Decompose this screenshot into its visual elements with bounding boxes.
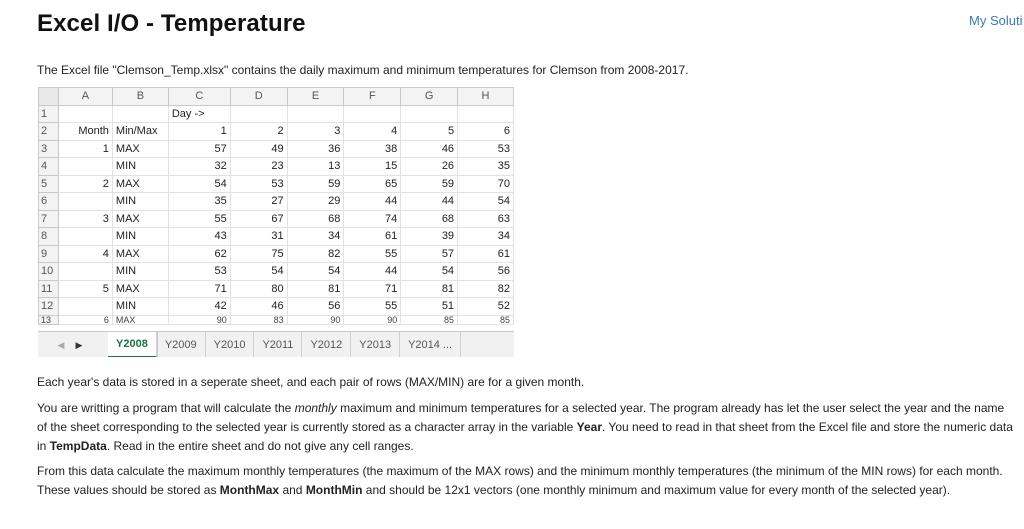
table-cell[interactable]: 53 — [230, 175, 287, 193]
table-cell[interactable]: 80 — [230, 280, 287, 298]
paragraph-output-description — [37, 462, 1013, 500]
intro-text: The Excel file "Clemson_Temp.xlsx" contains the daily maximum and minimum temperatures for Clemson from 2008-2017. — [37, 63, 689, 77]
table-cell[interactable]: 42 — [168, 298, 230, 316]
table-cell[interactable]: 52 — [458, 298, 514, 316]
text-segment: Each year's data is stored in a seperate sheet, and each pair of rows (MAX/MIN) are for a given month. — [37, 375, 585, 389]
table-row — [39, 280, 514, 298]
table-cell[interactable]: 90 — [168, 315, 230, 324]
table-cell[interactable]: Day -> — [168, 105, 230, 123]
table-row — [39, 193, 514, 211]
table-cell[interactable]: 53 — [168, 263, 230, 281]
table-cell[interactable] — [58, 228, 112, 246]
table-cell[interactable]: MAX — [112, 140, 168, 158]
sheet-tab-y2011[interactable]: Y2011 — [254, 332, 302, 357]
table-cell[interactable]: 85 — [458, 315, 514, 324]
table-row — [39, 105, 514, 123]
text-segment: From this data calculate the maximum monthly temperatures (the maximum of the MAX rows) and the minimum monthly temperatures (the minimum of the MIN rows) for each month. These values should be stored as — [37, 464, 1003, 497]
spreadsheet-image — [38, 87, 514, 357]
table-cell[interactable]: 31 — [230, 228, 287, 246]
column-header[interactable]: F — [344, 88, 401, 106]
table-cell[interactable]: MAX — [112, 280, 168, 298]
table-cell[interactable]: MIN — [112, 158, 168, 176]
table-cell[interactable]: 26 — [401, 158, 458, 176]
row-header[interactable]: 4 — [39, 158, 59, 176]
table-row — [39, 158, 514, 176]
sheet-tab-y2014[interactable]: Y2014 ... — [400, 332, 461, 357]
table-cell[interactable]: 44 — [344, 193, 401, 211]
table-cell[interactable]: Month — [58, 123, 112, 141]
row-header[interactable]: 7 — [39, 210, 59, 228]
table-cell[interactable] — [58, 105, 112, 123]
table-cell[interactable]: 81 — [401, 280, 458, 298]
table-cell[interactable]: 35 — [168, 193, 230, 211]
table-row — [39, 210, 514, 228]
table-cell[interactable]: 55 — [344, 298, 401, 316]
variable-name: MonthMin — [305, 483, 363, 497]
table-cell[interactable]: 3 — [287, 123, 344, 141]
table-row — [39, 298, 514, 316]
row-header[interactable]: 8 — [39, 228, 59, 246]
row-header[interactable]: 9 — [39, 245, 59, 263]
table-cell[interactable]: 54 — [168, 175, 230, 193]
table-cell[interactable]: 56 — [287, 298, 344, 316]
variable-name: MonthMax — [219, 483, 280, 497]
sheet-tab-y2013[interactable]: Y2013 — [351, 332, 400, 357]
table-cell[interactable]: 61 — [344, 228, 401, 246]
table-cell[interactable]: 4 — [58, 245, 112, 263]
table-cell[interactable]: 54 — [287, 263, 344, 281]
table-cell[interactable]: MIN — [112, 193, 168, 211]
table-row — [39, 123, 514, 141]
table-cell[interactable]: 27 — [230, 193, 287, 211]
table-cell[interactable]: MIN — [112, 228, 168, 246]
table-cell[interactable]: 53 — [458, 140, 514, 158]
text-segment: You are writting a program that will calculate the — [37, 401, 295, 415]
variable-name: Year — [576, 420, 602, 434]
table-cell[interactable]: 34 — [458, 228, 514, 246]
table-cell[interactable] — [112, 105, 168, 123]
table-cell[interactable]: 57 — [401, 245, 458, 263]
table-cell[interactable]: 54 — [458, 193, 514, 211]
sheet-tab-y2012[interactable]: Y2012 — [302, 332, 351, 357]
sheet-tab-y2008[interactable]: Y2008 — [108, 332, 157, 357]
table-cell[interactable]: 39 — [401, 228, 458, 246]
variable-name: TempData — [49, 439, 107, 453]
row-header[interactable]: 5 — [39, 175, 59, 193]
table-cell[interactable]: 46 — [401, 140, 458, 158]
table-cell[interactable]: 6 — [58, 315, 112, 324]
table-row — [39, 315, 514, 324]
table-cell[interactable]: 56 — [458, 263, 514, 281]
table-cell[interactable]: 44 — [344, 263, 401, 281]
sheet-tab-y2009[interactable]: Y2009 — [157, 332, 206, 357]
row-header[interactable]: 12 — [39, 298, 59, 316]
table-cell[interactable]: 55 — [344, 245, 401, 263]
table-cell[interactable]: MIN — [112, 263, 168, 281]
table-cell[interactable]: 2 — [58, 175, 112, 193]
text-segment: maximum and minimum temperatures for a selected year. The program already has let the user select the year and the name of the sheet corresponding to the selected year is currently stored as a character array in the variable — [37, 401, 1005, 434]
table-cell[interactable]: 1 — [58, 140, 112, 158]
emphasis-text: monthly — [294, 401, 337, 415]
table-cell[interactable]: 1 — [168, 123, 230, 141]
sheet-tab-bar — [38, 331, 514, 357]
table-cell[interactable] — [230, 105, 287, 123]
table-cell[interactable]: 90 — [287, 315, 344, 324]
sheet-tab-y2010[interactable]: Y2010 — [206, 332, 255, 357]
table-cell[interactable]: 44 — [401, 193, 458, 211]
triangle-right-icon[interactable]: ▶ — [75, 339, 83, 350]
table-cell[interactable]: 57 — [168, 140, 230, 158]
row-header[interactable]: 2 — [39, 123, 59, 141]
column-header[interactable]: D — [230, 88, 287, 106]
column-header[interactable]: A — [58, 88, 112, 106]
table-row — [39, 263, 514, 281]
table-cell[interactable]: 35 — [458, 158, 514, 176]
table-cell[interactable]: 83 — [230, 315, 287, 324]
text-segment: . Read in the entire sheet and do not give any cell ranges. — [106, 439, 414, 453]
table-cell[interactable] — [344, 105, 401, 123]
table-cell[interactable]: 43 — [168, 228, 230, 246]
table-cell[interactable]: 54 — [230, 263, 287, 281]
table-cell[interactable] — [58, 298, 112, 316]
table-cell[interactable] — [58, 158, 112, 176]
text-segment: . You need to read in that sheet from the Excel file and store the numeric data in — [37, 420, 1013, 453]
table-cell[interactable]: 90 — [344, 315, 401, 324]
table-row — [39, 175, 514, 193]
table-cell[interactable]: 74 — [344, 210, 401, 228]
table-cell[interactable] — [287, 105, 344, 123]
table-cell[interactable]: 54 — [401, 263, 458, 281]
column-header[interactable]: C — [168, 88, 230, 106]
table-cell[interactable] — [401, 105, 458, 123]
table-cell[interactable] — [458, 105, 514, 123]
column-header-row — [39, 88, 514, 106]
table-cell[interactable]: 36 — [287, 140, 344, 158]
table-cell[interactable]: 6 — [458, 123, 514, 141]
table-cell[interactable]: 15 — [344, 158, 401, 176]
paragraph-sheet-description — [37, 373, 1013, 392]
column-header[interactable]: B — [112, 88, 168, 106]
table-cell[interactable]: 2 — [230, 123, 287, 141]
table-cell[interactable]: 5 — [401, 123, 458, 141]
table-cell[interactable]: 67 — [230, 210, 287, 228]
table-cell[interactable]: MAX — [112, 315, 168, 324]
text-segment: and — [279, 483, 306, 497]
table-cell[interactable]: 4 — [344, 123, 401, 141]
table-cell[interactable]: 46 — [230, 298, 287, 316]
table-row — [39, 228, 514, 246]
table-cell[interactable]: 68 — [287, 210, 344, 228]
table-cell[interactable]: 34 — [287, 228, 344, 246]
table-row — [39, 245, 514, 263]
table-cell[interactable]: 70 — [458, 175, 514, 193]
text-segment: and should be 12x1 vectors (one monthly minimum and maximum value for every month of the selected year). — [362, 483, 951, 497]
table-cell[interactable]: 23 — [230, 158, 287, 176]
table-cell[interactable]: 32 — [168, 158, 230, 176]
table-cell[interactable]: 49 — [230, 140, 287, 158]
table-cell[interactable]: 51 — [401, 298, 458, 316]
page-title: Excel I/O - Temperature — [37, 10, 306, 37]
row-header[interactable]: 10 — [39, 263, 59, 281]
table-cell[interactable]: 5 — [58, 280, 112, 298]
select-all-corner[interactable] — [39, 88, 59, 106]
table-row — [39, 140, 514, 158]
row-header[interactable]: 1 — [39, 105, 59, 123]
table-cell[interactable]: 71 — [344, 280, 401, 298]
table-cell[interactable]: 65 — [344, 175, 401, 193]
table-cell[interactable] — [58, 263, 112, 281]
triangle-left-icon[interactable]: ◀ — [57, 339, 65, 350]
column-header[interactable]: H — [458, 88, 514, 106]
row-header[interactable]: 11 — [39, 280, 59, 298]
table-cell[interactable]: MAX — [112, 245, 168, 263]
table-cell[interactable]: MAX — [112, 175, 168, 193]
table-cell[interactable]: 29 — [287, 193, 344, 211]
spreadsheet-grid — [38, 87, 514, 325]
table-cell[interactable]: 63 — [458, 210, 514, 228]
my-solutions-link[interactable]: My Soluti — [969, 13, 1023, 28]
table-cell[interactable]: 13 — [287, 158, 344, 176]
table-cell[interactable]: 38 — [344, 140, 401, 158]
table-cell[interactable]: MAX — [112, 210, 168, 228]
table-cell[interactable]: 3 — [58, 210, 112, 228]
table-cell[interactable]: 71 — [168, 280, 230, 298]
table-cell[interactable]: Min/Max — [112, 123, 168, 141]
table-cell[interactable] — [58, 193, 112, 211]
table-cell[interactable]: 59 — [401, 175, 458, 193]
column-header[interactable]: G — [401, 88, 458, 106]
table-cell[interactable]: 75 — [230, 245, 287, 263]
table-cell[interactable]: 81 — [287, 280, 344, 298]
table-cell[interactable]: 82 — [287, 245, 344, 263]
table-cell[interactable]: 82 — [458, 280, 514, 298]
table-cell[interactable]: 55 — [168, 210, 230, 228]
column-header[interactable]: E — [287, 88, 344, 106]
table-cell[interactable]: 62 — [168, 245, 230, 263]
table-cell[interactable]: 68 — [401, 210, 458, 228]
row-header[interactable]: 3 — [39, 140, 59, 158]
row-header[interactable]: 6 — [39, 193, 59, 211]
table-cell[interactable]: 85 — [401, 315, 458, 324]
table-cell[interactable]: MIN — [112, 298, 168, 316]
paragraph-task-description — [37, 399, 1013, 456]
table-cell[interactable]: 59 — [287, 175, 344, 193]
row-header[interactable]: 13 — [39, 315, 59, 324]
table-cell[interactable]: 61 — [458, 245, 514, 263]
